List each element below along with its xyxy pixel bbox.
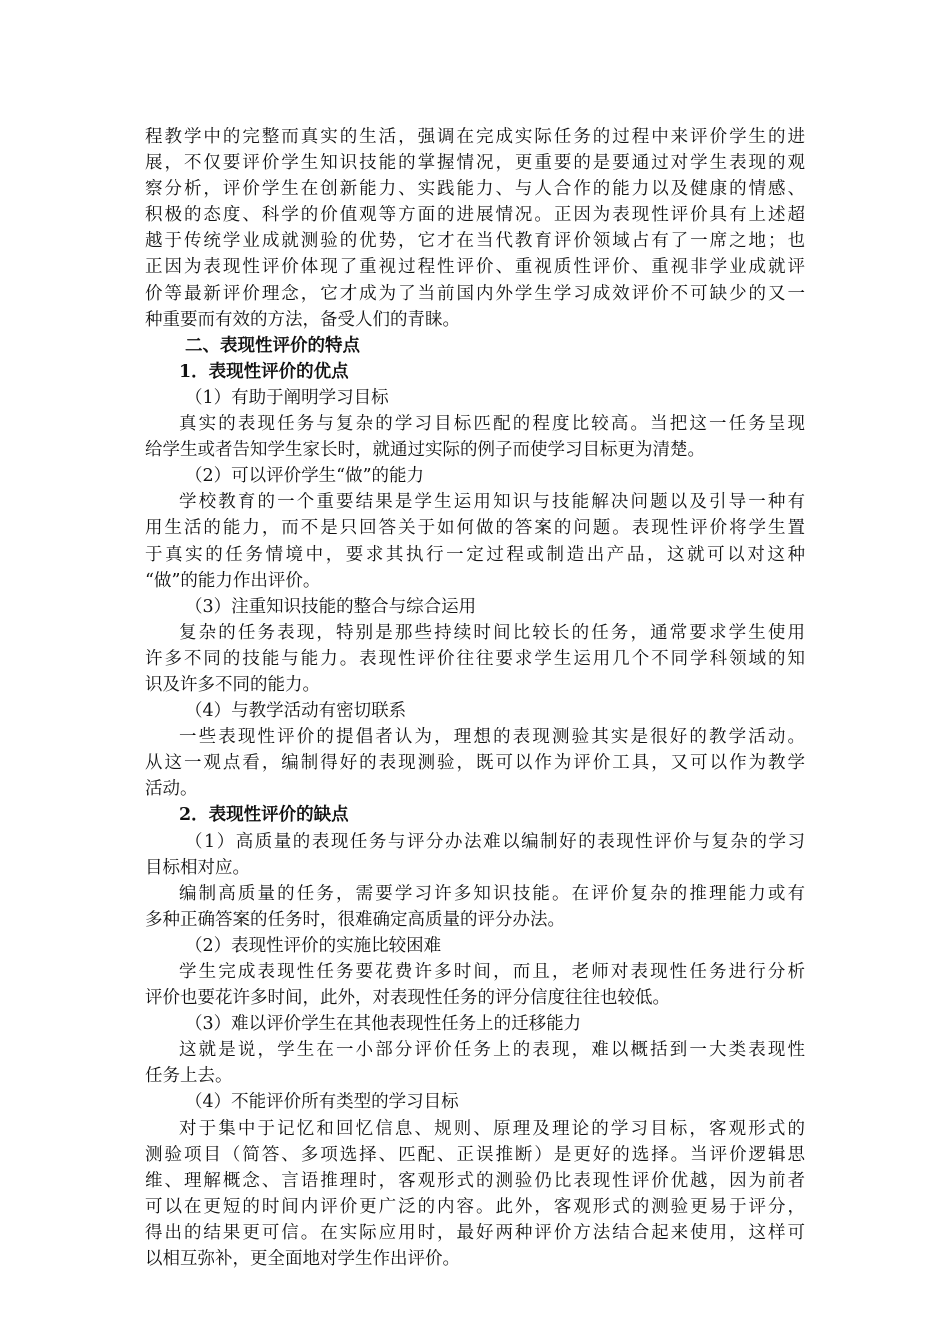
- text-line: 任务上去。: [145, 1066, 233, 1087]
- item-body: [145, 724, 805, 802]
- item-title: （4）不能评价所有类型的学习目标: [185, 1092, 459, 1113]
- item-title: （3）注重知识技能的整合与综合运用: [185, 596, 477, 617]
- text-line: 真实的表现任务与复杂的学习目标匹配的程度比较高。当把这一任务呈现: [179, 414, 805, 435]
- item-body: [145, 620, 805, 698]
- text-line: 复杂的任务表现，特别是那些持续时间比较长的任务，通常要求学生使用: [179, 622, 805, 643]
- text-line: 种重要而有效的方法，备受人们的青睐。: [145, 309, 460, 330]
- item-title: （2）可以评价学生“做”的能力: [185, 466, 425, 487]
- item-title: （2）表现性评价的实施比较困难: [185, 935, 442, 956]
- subsection-heading: 1．表现性评价的优点: [179, 361, 349, 382]
- item-body: [145, 1037, 805, 1089]
- item-body: [145, 489, 805, 593]
- item-title: （1）高质量的表现任务与评分办法难以编制好的表现性评价与复杂的学习: [185, 831, 805, 852]
- text-line: 这就是说，学生在一小部分评价任务上的表现，难以概括到一大类表现性: [179, 1040, 805, 1061]
- text-line: 活动。: [145, 779, 198, 800]
- item-title: （4）与教学活动有密切联系: [185, 701, 407, 722]
- text-line: 维、理解概念、言语推理时，客观形式的测验仍比表现性评价优越，因为前者: [145, 1170, 805, 1191]
- item-body: [145, 959, 805, 1011]
- text-line: 得出的结果更可信。在实际应用时，最好两种评价方法结合起来使用，这样可: [145, 1222, 805, 1243]
- item-body: [145, 881, 805, 933]
- text-line: 识及许多不同的能力。: [145, 674, 320, 695]
- item-body: [145, 1116, 805, 1273]
- text-line: 积极的态度、科学的价值观等方面的进展情况。正因为表现性评价具有上述超: [145, 205, 805, 226]
- text-line: 多种正确答案的任务时，很难确定高质量的评分办法。: [145, 909, 565, 930]
- text-line: 学校教育的一个重要结果是学生运用知识与技能解决问题以及引导一种有: [179, 492, 805, 513]
- subsection-heading: 2．表现性评价的缺点: [179, 805, 349, 826]
- intro-paragraph: [145, 124, 805, 333]
- text-line: 越于传统学业成就测验的优势，它才在当代教育评价领域占有了一席之地；也: [145, 231, 805, 252]
- item-title: 目标相对应。: [145, 857, 250, 878]
- text-line: 可以在更短的时间内评价更广泛的内容。此外，客观形式的测验更易于评分，: [145, 1196, 805, 1217]
- text-line: 评价也要花许多时间，此外，对表现性任务的评分信度往往也较低。: [145, 988, 670, 1009]
- text-line: 从这一观点看，编制得好的表现测验，既可以作为评价工具，又可以作为教学: [145, 753, 805, 774]
- item-title: （1）有助于阐明学习目标: [185, 387, 389, 408]
- document-page: [145, 124, 805, 1272]
- text-line: 用生活的能力，而不是只回答关于如何做的答案的问题。表现性评价将学生置: [145, 518, 805, 539]
- text-line: 察分析，评价学生在创新能力、实践能力、与人合作的能力以及健康的情感、: [145, 179, 805, 200]
- text-line: 于真实的任务情境中，要求其执行一定过程或制造出产品，这就可以对这种: [145, 544, 805, 565]
- text-line: 一些表现性评价的提倡者认为，理想的表现测验其实是很好的教学活动。: [179, 727, 805, 748]
- text-line: 编制高质量的任务，需要学习许多知识技能。在评价复杂的推理能力或有: [179, 883, 805, 904]
- text-line: 测验项目（简答、多项选择、匹配、正误推断）是更好的选择。当评价逻辑思: [145, 1144, 805, 1165]
- item-title: （3）难以评价学生在其他表现性任务上的迁移能力: [185, 1014, 582, 1035]
- section-heading: 二、表现性评价的特点: [185, 335, 360, 356]
- item-body: [145, 411, 805, 463]
- text-line: 程教学中的完整而真实的生活，强调在完成实际任务的过程中来评价学生的进: [145, 127, 805, 147]
- text-line: 以相互弥补，更全面地对学生作出评价。: [145, 1249, 460, 1270]
- text-line: 正因为表现性评价体现了重视过程性评价、重视质性评价、重视非学业成就评: [145, 257, 805, 278]
- text-line: 许多不同的技能与能力。表现性评价往往要求学生运用几个不同学科领域的知: [145, 648, 805, 669]
- text-line: “做”的能力作出评价。: [145, 570, 321, 591]
- text-line: 给学生或者告知学生家长时，就通过实际的例子而使学习目标更为清楚。: [145, 440, 705, 461]
- text-line: 展，不仅要评价学生知识技能的掌握情况，更重要的是要通过对学生表现的观: [145, 153, 805, 174]
- text-line: 对于集中于记忆和回忆信息、规则、原理及理论的学习目标，客观形式的: [179, 1118, 805, 1139]
- text-line: 学生完成表现性任务要花费许多时间，而且，老师对表现性任务进行分析: [179, 962, 805, 982]
- text-line: 价等最新评价理念，它才成为了当前国内外学生学习成效评价不可缺少的又一: [145, 283, 805, 304]
